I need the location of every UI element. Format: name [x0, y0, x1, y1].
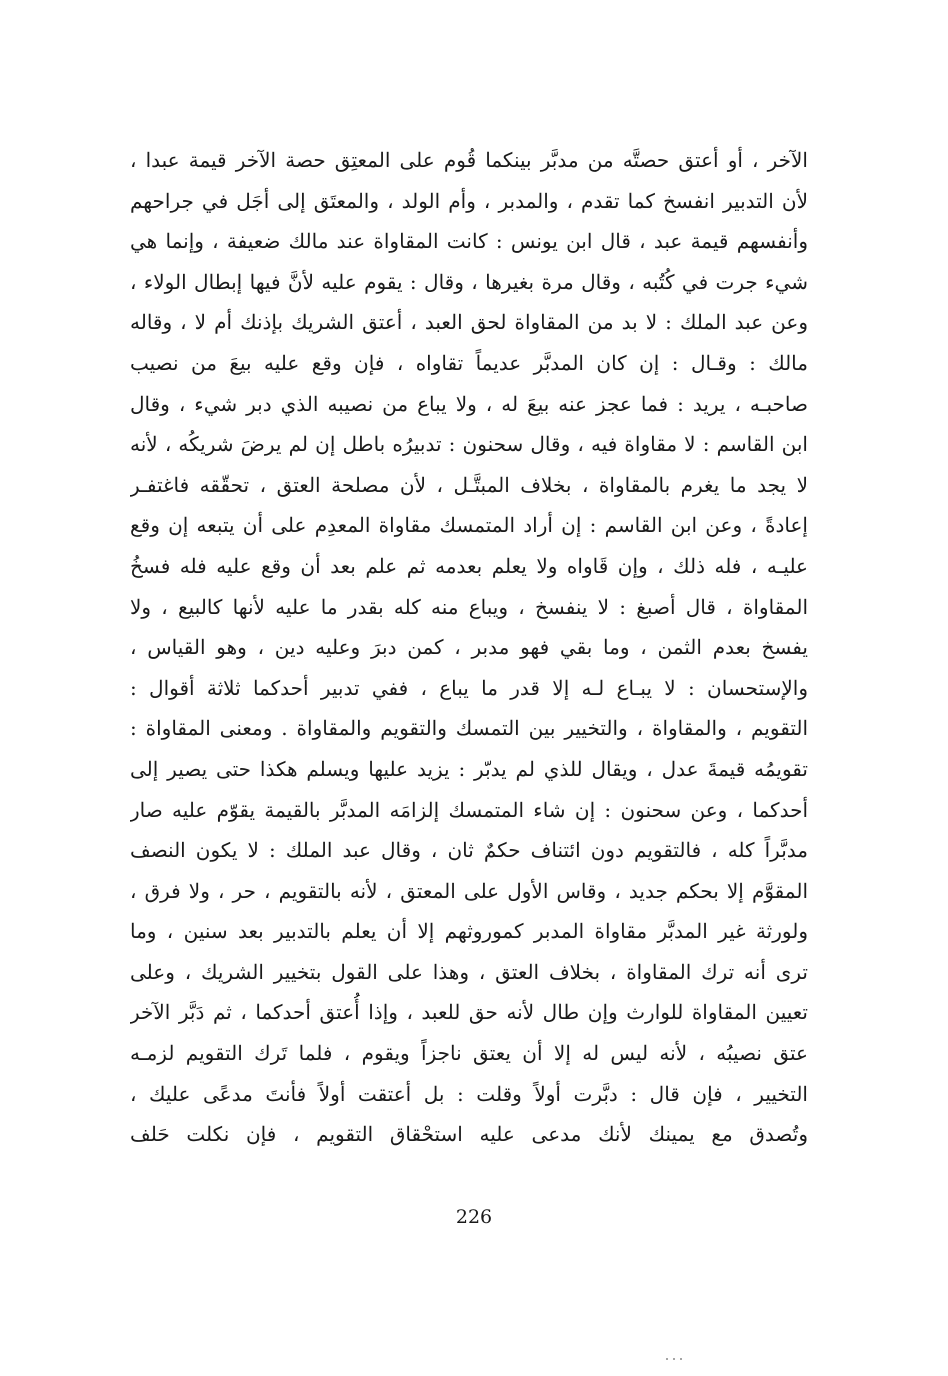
page-number: 226	[455, 1206, 493, 1228]
text-line: لا يجد ما يغرم بالمقاواة ، بخلاف المبتَّـل ، لأن مصلحة العتق ، تحقّقه فاغتفـر	[130, 472, 808, 497]
text-line: إعادةً ، وعن ابن القاسم : إن أراد المتمسك مقاواة المعدِم على أن يتبعه إن وقع	[130, 513, 808, 538]
text-line: مالك : وقـال : إن كان المدبَّر عديماً تقاواه ، فإن وقع عليه بيعَ من نصيب	[130, 350, 808, 375]
text-line: مدبَّراً كله ، فالتقويم دون ائتناف حكمٌ ثان ، وقال عبد الملك : لا يكون النصف	[130, 838, 808, 863]
text-line: أحدكما ، وعن سحنون : إن شاء المتمسك إلزامَه المدبَّر بالقيمة يقوّم عليه صار	[130, 797, 808, 822]
body-text	[130, 140, 808, 1155]
text-line: ولورثة غير المدبَّر مقاواة المدبر كموروثهم إلا أن يعلم بالتدبير بعد سنين ، وما	[130, 919, 808, 944]
text-line: وعن عبد الملك : لا بد من المقاواة لحق العبد ، أعتق الشريك بإذنك أم لا ، وقاله	[130, 310, 808, 335]
text-line: الآخر ، أو أعتق حصتَّه من مدبَّر بينكما قُوم على المعتِق حصة الآخر قيمة عبدا ،	[130, 148, 808, 172]
text-line: التقويم ، والمقاواة ، والتخيير بين التمسك والتقويم والمقاواة . ومعنى المقاواة :	[130, 716, 808, 741]
text-line: المقاواة ، قال أصبغ : لا ينفسخ ، ويباع منه كله بقدر ما عليه لأنها كالبيع ، ولا	[130, 594, 808, 619]
text-line: لأن التدبير انفسخ كما تقدم ، والمدبر ، وأم الولد ، والمعتَق إلى أجَل في جراحهم	[130, 188, 808, 213]
text-line: شيء جرت في كُتُبه ، وقال مرة بغيرها ، وقال : يقوم عليه لأنَّ فيها إبطال الولاء ،	[130, 269, 808, 294]
text-line: وأنفسهم قيمة عبد ، قال ابن يونس : كانت المقاواة عند مالك ضعيفة ، وإنما هي	[130, 229, 808, 254]
text-line: صاحبـه ، يريد : فما عجز عنه بيعَ له ، ولا يباع من نصيبه الذي دبر شيء ، وقال	[130, 391, 808, 416]
text-line: التخيير ، فإن قال : دبَّرت أولاً وقلت : بل أعتقت أولاً فأنتَ مدعًى عليك ،	[130, 1081, 808, 1106]
text-line: عليـه ، فله ذلك ، وإن قَاواه ولا يعلم بعدمه ثم علم بعد أن وقع عليه فله فسخُ	[130, 553, 808, 578]
text-line: تعيين المقاواة للوارث وإن طال لأنه حق للعبد ، وإذا أُعتق أحدكما ، ثم دَبَّر الآخر	[130, 1000, 808, 1025]
text-line: تقويمُه قيمةَ عدل ، ويقال للذي لم يدبّر : يزيد عليها ويسلم هكذا حتى يصير إلى	[130, 756, 808, 781]
scan-specks	[664, 1356, 686, 1362]
text-line: وتُصدق مع يمينك لأنك مدعى عليه استحْقاق التقويم ، فإن نكلت حَلف	[130, 1122, 808, 1147]
text-line: ترى أنه ترك المقاواة ، بخلاف العتق ، وهذا على القول بتخيير الشريك ، وعلى	[130, 959, 808, 984]
text-line: يفسخ بعدم الثمن ، وما بقي فهو مدبر ، كمن دبرَ وعليه دين ، وهو القياس ،	[130, 635, 808, 660]
text-line: المقوَّم إلا بحكم جديد ، وقاس الأول على المعتق ، لأنه بالتقويم ، حر ، ولا فرق ،	[130, 878, 808, 903]
text-line: عتق نصيبُه ، لأنه ليس له إلا أن يعتق ناجزاً ويقوم ، فلما تَرك التقويم لزمـه	[130, 1041, 808, 1066]
text-line: ابن القاسم : لا مقاواة فيه ، وقال سحنون : تدبيرُه باطل إن لم يرضَ شريكُه ، لأنه	[130, 432, 808, 457]
text-line: والإستحسان : لا يبـاع لـه إلا قدر ما يباع ، ففي تدبير أحدكما ثلاثة أقوال :	[130, 675, 808, 700]
